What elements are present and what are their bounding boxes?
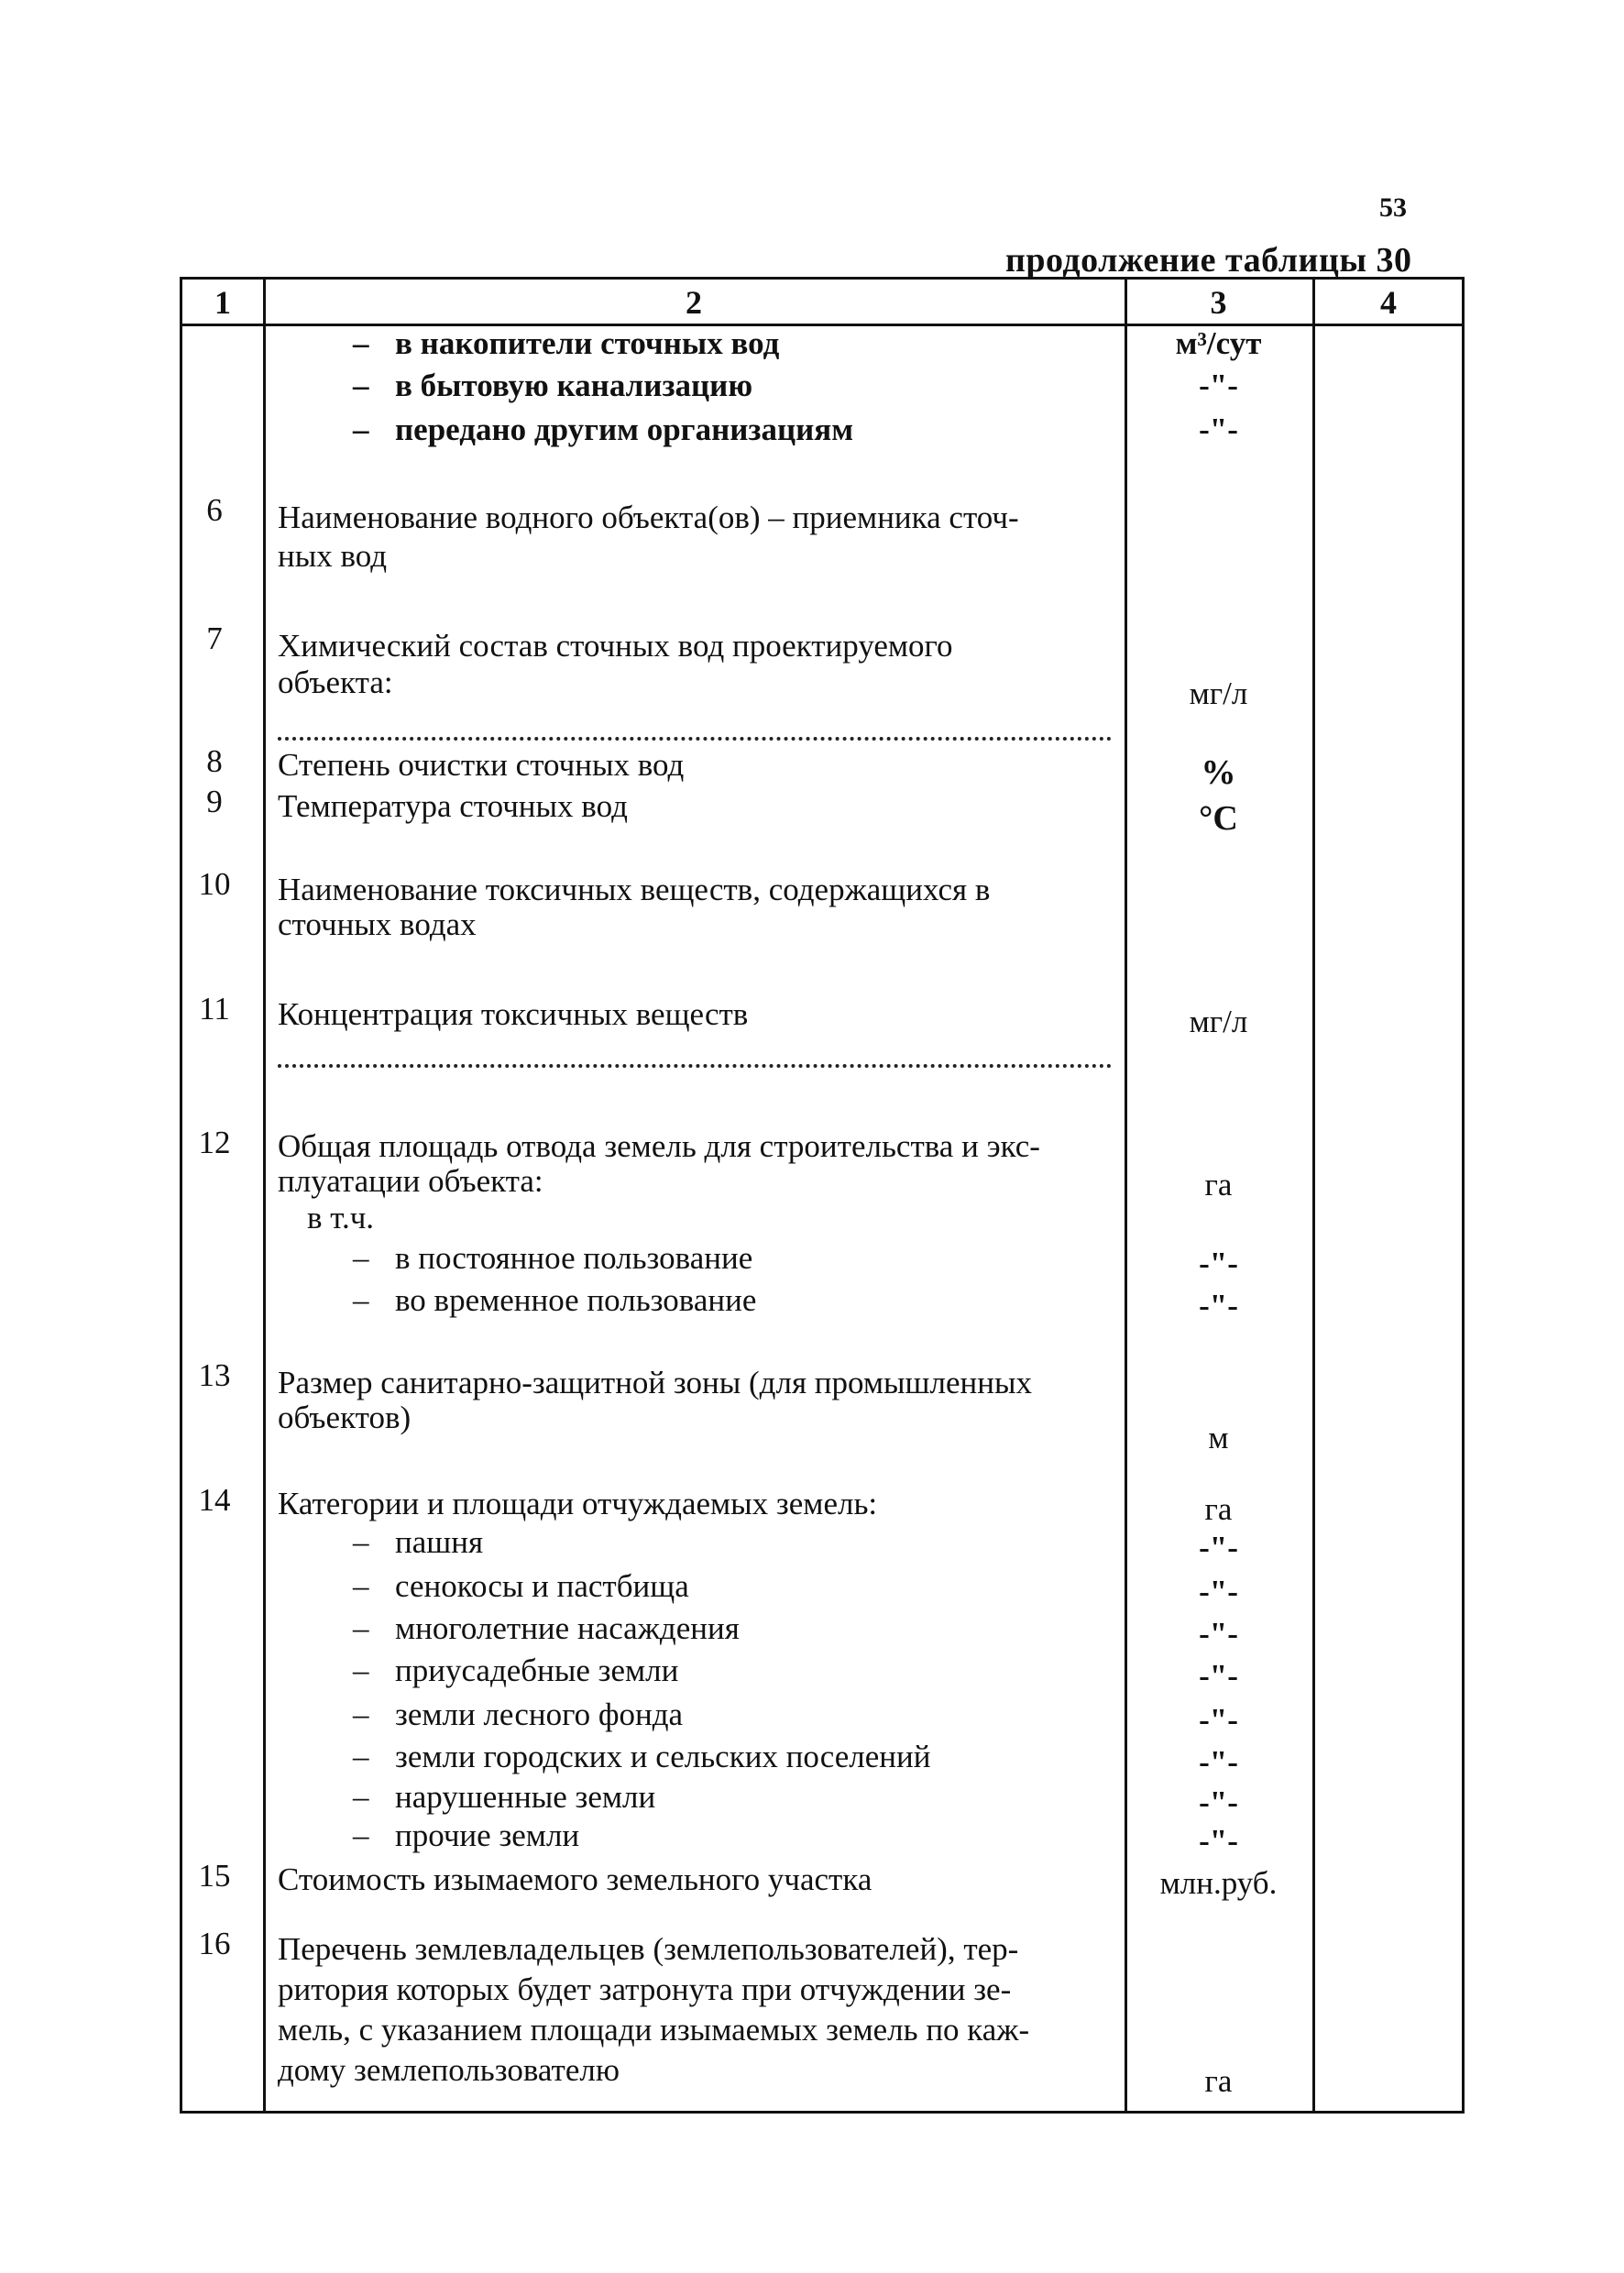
data-table [180, 277, 1465, 2114]
row-item [353, 1610, 740, 1647]
row-text: Концентрация токсичных веществ [278, 996, 749, 1032]
row-item [353, 1524, 483, 1561]
row-text: Наименование токсичных веществ, содержащихся в [278, 872, 991, 907]
dash-mark: – [353, 412, 369, 447]
header-col-2: 2 [686, 284, 702, 321]
row-unit: % [1201, 753, 1236, 792]
row-text: земли лесного фонда [395, 1697, 684, 1732]
row-unit: -"- [1199, 1658, 1238, 1694]
row-unit: -"- [1199, 1823, 1238, 1859]
row-text: объектов) [278, 1400, 411, 1435]
row-text: прочие земли [395, 1817, 580, 1853]
row-unit: -"- [1199, 1744, 1238, 1780]
dash-mark: – [353, 1568, 369, 1604]
row-unit: -"- [1199, 1246, 1238, 1281]
row-unit: мг/л [1189, 1004, 1248, 1039]
row-unit: га [1204, 1167, 1233, 1202]
dash-mark: – [353, 1653, 369, 1688]
col-divider-1 [263, 280, 266, 2111]
row-text: Химический состав сточных вод проектируемого [278, 628, 953, 664]
dotted-separator [278, 1064, 1112, 1068]
row-text: в постоянное пользование [395, 1240, 753, 1276]
row-text: пашня [395, 1524, 484, 1560]
row-text: Общая площадь отвода земель для строительства и экс- [278, 1128, 1040, 1164]
row-unit: -"- [1199, 1616, 1238, 1652]
row-unit: -"- [1199, 1288, 1238, 1323]
row-subheading: в т.ч. [307, 1200, 375, 1235]
row-item [353, 1282, 756, 1319]
dash-mark: – [353, 1240, 369, 1276]
row-text: Температура сточных вод [278, 788, 628, 824]
col-divider-3 [1312, 280, 1315, 2111]
row-text: в накопители сточных вод [395, 325, 780, 361]
row-text: ритория которых будет затронута при отчуждении зе- [278, 1971, 1012, 2007]
dash-mark: – [353, 1524, 369, 1560]
row-item [353, 325, 779, 362]
row-item [353, 1697, 683, 1733]
row-item [353, 1739, 930, 1775]
header-col-1: 1 [214, 284, 231, 321]
dash-mark: – [353, 1779, 369, 1815]
row-item [353, 1653, 678, 1689]
row-text: передано другим организациям [395, 412, 854, 447]
dotted-separator [278, 737, 1112, 741]
row-item [353, 1240, 752, 1277]
row-item [353, 412, 853, 448]
table-caption: продолжение таблицы 30 [1005, 241, 1412, 280]
row-number: 16 [198, 1926, 231, 1961]
row-unit: -"- [1199, 1784, 1238, 1820]
row-text: Стоимость изымаемого земельного участка [278, 1861, 872, 1897]
row-number: 7 [206, 620, 223, 656]
row-number: 14 [198, 1482, 231, 1518]
row-text: Степень очистки сточных вод [278, 747, 685, 783]
row-text: ных вод [278, 538, 388, 574]
dash-mark: – [353, 1282, 369, 1318]
row-text: нарушенные земли [395, 1779, 656, 1815]
row-text: в бытовую канализацию [395, 368, 753, 403]
row-text: плуатации объекта: [278, 1163, 543, 1199]
row-text: сенокосы и пастбища [395, 1568, 689, 1604]
row-text: Категории и площади отчуждаемых земель: [278, 1486, 878, 1521]
row-text: приусадебные земли [395, 1653, 679, 1688]
row-unit: -"- [1199, 1702, 1238, 1738]
dash-mark: – [353, 1739, 369, 1774]
row-text: Наименование водного объекта(ов) – приемника сточ- [278, 500, 1019, 535]
row-item [353, 1568, 689, 1605]
header-col-3: 3 [1210, 284, 1227, 321]
row-number: 11 [199, 991, 230, 1027]
row-unit: °С [1199, 799, 1238, 838]
row-text: Перечень землевладельцев (землепользователей), тер- [278, 1931, 1019, 1967]
row-unit: млн.руб. [1159, 1865, 1278, 1901]
row-item [353, 368, 752, 404]
row-unit: -"- [1199, 1530, 1238, 1565]
row-text: сточных водах [278, 906, 477, 942]
row-text: многолетние насаждения [395, 1610, 740, 1646]
header-col-4: 4 [1380, 284, 1397, 321]
row-text: объекта: [278, 664, 393, 700]
row-number: 8 [206, 743, 223, 779]
row-unit: -"- [1199, 1574, 1238, 1609]
row-text: во временное пользование [395, 1282, 757, 1318]
row-unit: -"- [1199, 412, 1238, 447]
row-number: 13 [198, 1357, 231, 1393]
row-item [353, 1779, 655, 1816]
page-number: 53 [1379, 192, 1407, 223]
row-number: 6 [206, 492, 223, 528]
dash-mark: – [353, 1697, 369, 1732]
row-item [353, 1817, 579, 1854]
row-unit: га [1204, 2063, 1233, 2099]
row-unit: -"- [1199, 368, 1238, 403]
row-text: Размер санитарно-защитной зоны (для промышленных [278, 1365, 1032, 1400]
dash-mark: – [353, 325, 369, 361]
row-text: земли городских и сельских поселений [395, 1739, 931, 1774]
row-text: дому землепользователю [278, 2052, 620, 2088]
dash-mark: – [353, 1610, 369, 1646]
row-number: 10 [198, 866, 231, 902]
dash-mark: – [353, 368, 369, 403]
row-unit: м [1208, 1420, 1229, 1455]
row-text: мель, с указанием площади изымаемых земель по каж- [278, 2012, 1030, 2048]
row-unit: га [1204, 1491, 1233, 1527]
row-unit: мг/л [1189, 675, 1248, 711]
row-number: 15 [198, 1858, 231, 1894]
row-number: 12 [198, 1125, 231, 1160]
row-number: 9 [206, 784, 223, 819]
row-unit: м³/сут [1175, 325, 1262, 361]
dash-mark: – [353, 1817, 369, 1853]
